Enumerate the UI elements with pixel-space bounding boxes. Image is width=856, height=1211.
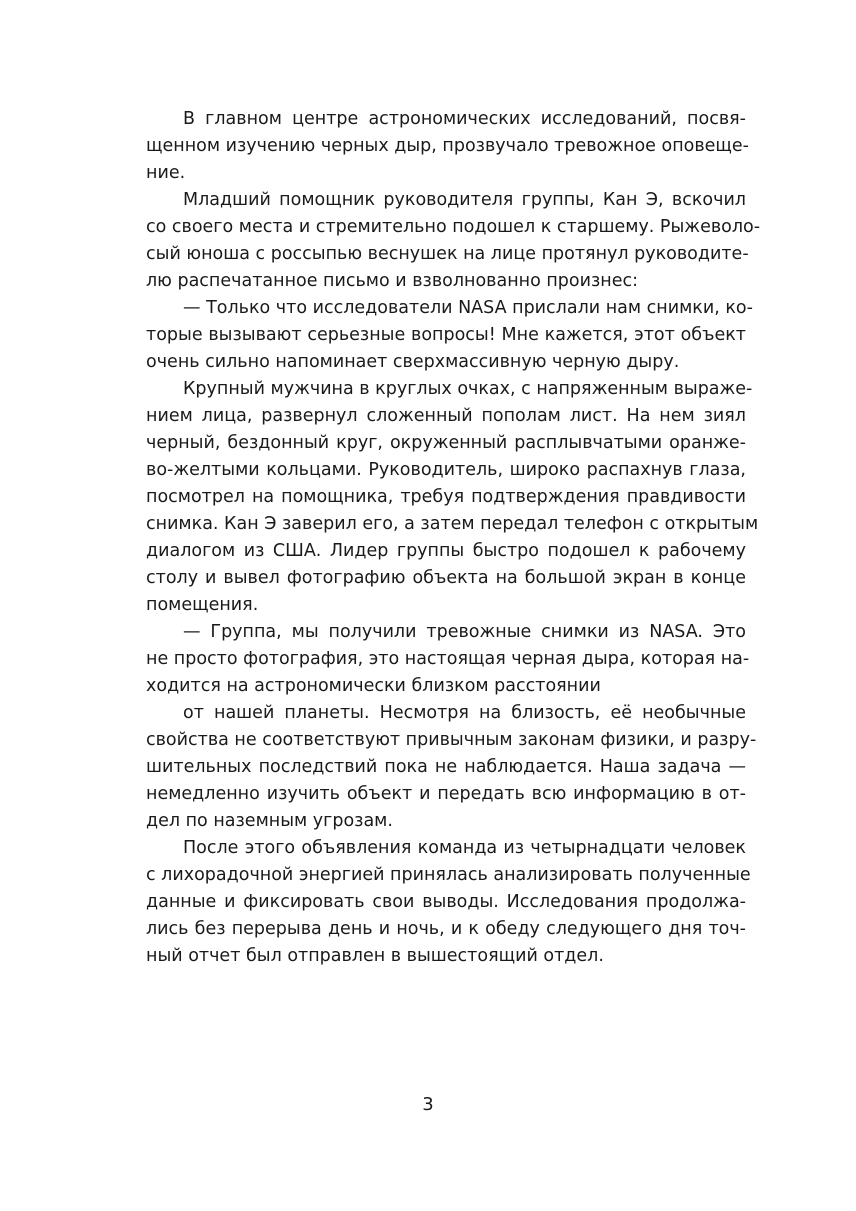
text-line: дел по наземным угрозам. <box>146 811 393 831</box>
text-line: ние. <box>146 163 186 183</box>
text-line: — Только что исследователи NASA прислали нам снимки, ко- <box>183 298 753 318</box>
text-line: ный отчет был отправлен в вышестоящий отдел. <box>146 946 604 966</box>
text-line: Крупный мужчина в круглых очках, с напряженным выраже- <box>183 379 753 399</box>
text-line: помещения. <box>146 595 259 615</box>
text-line: После этого объявления команда из четырнадцати человек <box>183 838 746 858</box>
paragraph <box>146 376 759 619</box>
text-line: шительных последствий пока не наблюдается. Наша задача — <box>146 757 746 777</box>
text-line: лю распечатанное письмо и взволнованно произнес: <box>146 271 639 291</box>
text-line: В главном центре астрономических исследований, посвя- <box>183 109 746 129</box>
paragraph <box>146 700 757 835</box>
text-line: Младший помощник руководителя группы, Кан Э, вскочил <box>183 190 746 210</box>
text-line: с лихорадочной энергией принялась анализировать полученные <box>146 865 751 885</box>
paragraph <box>146 187 761 295</box>
text-line: лись без перерыва день и ночь, и к обеду следующего дня точ- <box>146 919 746 939</box>
text-line: немедленно изучить объект и передать всю информацию в от- <box>146 784 746 804</box>
text-line: торые вызывают серьезные вопросы! Мне кажется, этот объект <box>146 325 746 345</box>
paragraph <box>146 106 749 187</box>
text-line: со своего места и стремительно подошел к старшему. Рыжеволо- <box>146 217 761 237</box>
text-line: от нашей планеты. Несмотря на близость, её необычные <box>183 703 746 723</box>
body-text <box>146 106 761 970</box>
text-line: свойства не соответствуют привычным законам физики, и разру- <box>146 730 757 750</box>
text-line: данные и фиксировать свои выводы. Исследования продолжа- <box>146 892 746 912</box>
text-line: диалогом из США. Лидер группы быстро подошел к рабочему <box>146 541 746 561</box>
text-line: посмотрел на помощника, требуя подтверждения правдивости <box>146 487 746 507</box>
text-line: снимка. Кан Э заверил его, а затем передал телефон с открытым <box>146 514 759 534</box>
text-line: очень сильно напоминает сверхмассивную черную дыру. <box>146 352 680 372</box>
text-line: черный, бездонный круг, окруженный расплывчатыми оранже- <box>146 433 746 453</box>
text-line: сый юноша с россыпью веснушек на лице протянул руководите- <box>146 244 749 264</box>
text-line: во-желтыми кольцами. Руководитель, широко распахнув глаза, <box>146 460 746 480</box>
text-line: — Группа, мы получили тревожные снимки из NASA. Это <box>183 622 746 642</box>
page-number: 3 <box>422 1094 434 1115</box>
text-line: ходится на астрономически близком расстоянии <box>146 676 601 696</box>
text-line: столу и вывел фотографию объекта на большой экран в конце <box>146 568 746 588</box>
text-line: щенном изучению черных дыр, прозвучало тревожное оповеще- <box>146 136 749 156</box>
paragraph <box>146 295 753 376</box>
paragraph <box>146 619 750 700</box>
paragraph <box>146 835 751 970</box>
text-line: не просто фотография, это настоящая черная дыра, которая на- <box>146 649 750 669</box>
text-line: нием лица, развернул сложенный пополам лист. На нем зиял <box>146 406 746 426</box>
